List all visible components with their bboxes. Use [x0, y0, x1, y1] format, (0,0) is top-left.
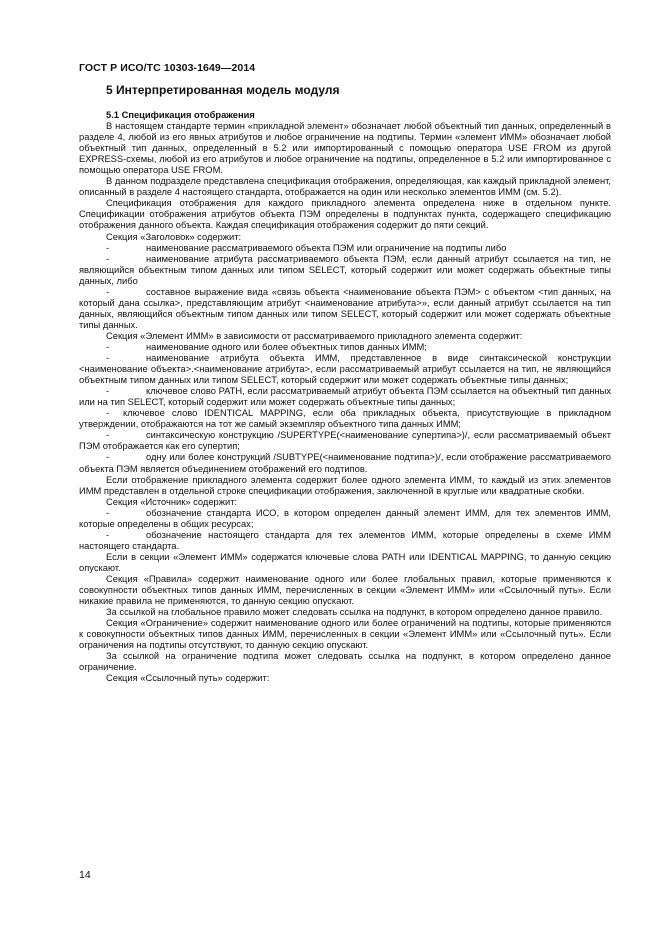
list-item-text: одну или более конструкций /SUBTYPE(<наименование подтипа>)/, если отображение рассматриваемого объекта ПЭМ является объединением отображений его подтипов. — [79, 452, 611, 474]
paragraph: За ссылкой на глобальное правило может следовать ссылка на подпункт, в котором определено данное правило. — [106, 607, 603, 618]
paragraph: За ссылкой на ограничение подтипа может следовать ссылка на подпункт, в котором определено данное ограничение. — [79, 651, 611, 673]
list-item — [79, 243, 611, 254]
paragraph: В настоящем стандарте термин «прикладной элемент» обозначает любой объектный тип данных, определенный в разделе 4, любой из его явных атрибутов и любое ограничение на подтипы. Термин «элемент ИММ» обозначает любой объектный тип данных, определенный в 5.2 или импортированный с помощью оператора USE FROM из другой EXPRESS-схемы, любой из его атрибутов и любое ограничение на подтипы, определенное в 5.2 или импортированное с помощью оператора USE FROM. — [79, 121, 611, 176]
list-item — [79, 254, 611, 287]
paragraph: Секция «Элемент ИММ» в зависимости от рассматриваемого прикладного элемента содержит: — [106, 330, 523, 341]
list-item — [79, 452, 611, 474]
list-item-text: наименование рассматриваемого объекта ПЭМ или ограничение на подтипы либо — [146, 242, 507, 253]
list-dash: - — [106, 408, 110, 419]
list-dash: - — [106, 386, 110, 397]
paragraph: Секция «Правила» содержит наименование одного или более глобальных правил, которые применяются к совокупности объектных типов данных ИММ, перечисленных в секции «Элемент ИММ» или «Ссылочный путь». Если никакие правила не применяются, то данную секцию опускают. — [79, 573, 611, 607]
list-item — [79, 508, 611, 530]
list-item-text: ключевое слово IDENTICAL MAPPING, если оба прикладных объекта, присутствующие в прикладном утверждении, отображаются на тот же самый экземпляр объектного типа данных ИММ; — [79, 408, 611, 430]
list-item-text: обозначение стандарта ИСО, в котором определен данный элемент ИММ, для тех элементов ИММ, которые определены в общих ресурсах; — [79, 507, 611, 529]
body-text — [79, 110, 611, 684]
paragraph: Секция «Ограничение» содержит наименование одного или более ограничений на подтипы, которые применяются к совокупности объектных типов данных ИММ, перечисленных в секции «Элемент ИММ» или «Ссылочный путь». Если ограничения на подтипы отсутствуют, то данную секцию опускают. — [79, 618, 611, 651]
list-item-text: синтаксическую конструкцию /SUPERTYPE(<наименование супертипа>)/, если рассматриваемый объект ПЭМ отображается как его супертип; — [79, 430, 611, 452]
list-item — [79, 353, 611, 386]
list-item — [79, 530, 611, 552]
list-item — [79, 408, 611, 430]
list-item-text: наименование атрибута рассматриваемого объекта ПЭМ, если данный атрибут ссылается на тип, не являющийся объектным типом данных или типом SELECT, который содержит или может содержать объектные типы данных, либо — [79, 253, 611, 286]
paragraph: Секция «Заголовок» содержит: — [106, 231, 242, 242]
list-item-text: составное выражение вида «связь объекта <наименование объекта ПЭМ> с объектом <тип данных, на который дана ссылка>, представляющим атрибут <наименование атрибута>», если данный атрибут ссылается на тип данных, являющийся объектным типом данных или типом SELECT, который содержит или может содержать объектные типы данных. — [79, 286, 611, 330]
paragraph: Секция «Ссылочный путь» содержит: — [106, 673, 270, 684]
list-item-text: ключевое слово PATH, если рассматриваемый атрибут объекта ПЭМ ссылается на объектный тип данных или на тип SELECT, который содержит или может содержать объектные типы данных; — [79, 386, 611, 408]
section-title: 5 Интерпретированная модель модуля — [106, 83, 340, 97]
document-header: ГОСТ Р ИСО/ТС 10303-1649—2014 — [79, 62, 256, 74]
list-dash: - — [106, 242, 110, 253]
list-item-text: наименование одного или более объектных типов данных ИММ; — [146, 341, 427, 352]
page-number: 14 — [79, 869, 91, 881]
list-dash: - — [106, 430, 110, 441]
list-dash: - — [106, 286, 110, 297]
list-item-text: обозначение настоящего стандарта для тех элементов ИММ, которые определены в схеме ИММ настоящего стандарта. — [79, 529, 611, 551]
list-item — [79, 342, 611, 353]
list-dash: - — [106, 353, 110, 364]
list-dash: - — [106, 341, 110, 352]
list-dash: - — [106, 253, 110, 264]
subsection-title: 5.1 Спецификация отображения — [106, 110, 255, 120]
paragraph: Спецификация отображения для каждого прикладного элемента определена ниже в отдельном пункте. Спецификации отображения атрибутов объекта ПЭМ определены в подпунктах пункта, содержащего спецификацию отображения данного объекта. Каждая спецификация отображения содержит до пяти секций. — [79, 198, 611, 231]
list-item-text: наименование атрибута объекта ИММ, представленное в виде синтаксической конструкции <наименование объекта>.<наименование атрибута>, если рассматриваемый атрибут ссылается на тип, не являющийся объектным типом данных или типом SELECT, который содержит или может содержать объектные типы данных; — [79, 353, 611, 386]
paragraph: Если в секции «Элемент ИММ» содержатся ключевые слова PATH или IDENTICAL MAPPING, то данную секцию опускают. — [79, 551, 611, 573]
list-item — [79, 287, 611, 331]
paragraph: Секция «Источник» содержит: — [106, 496, 238, 507]
list-item — [79, 386, 611, 408]
list-dash: - — [106, 452, 110, 463]
list-dash: - — [106, 507, 110, 518]
list-item — [79, 430, 611, 452]
paragraph: Если отображение прикладного элемента содержит более одного элемента ИММ, то каждый из этих элементов ИММ представлен в отдельной строке спецификации отображения, заключенной в круглые или квадратные скобки. — [79, 474, 611, 496]
paragraph: В данном подразделе представлена спецификация отображения, определяющая, как каждый прикладной элемент, описанный в разделе 4 настоящего стандарта, отображается на один или несколько элементов ИММ (см. 5.2). — [79, 176, 611, 198]
list-dash: - — [106, 529, 110, 540]
